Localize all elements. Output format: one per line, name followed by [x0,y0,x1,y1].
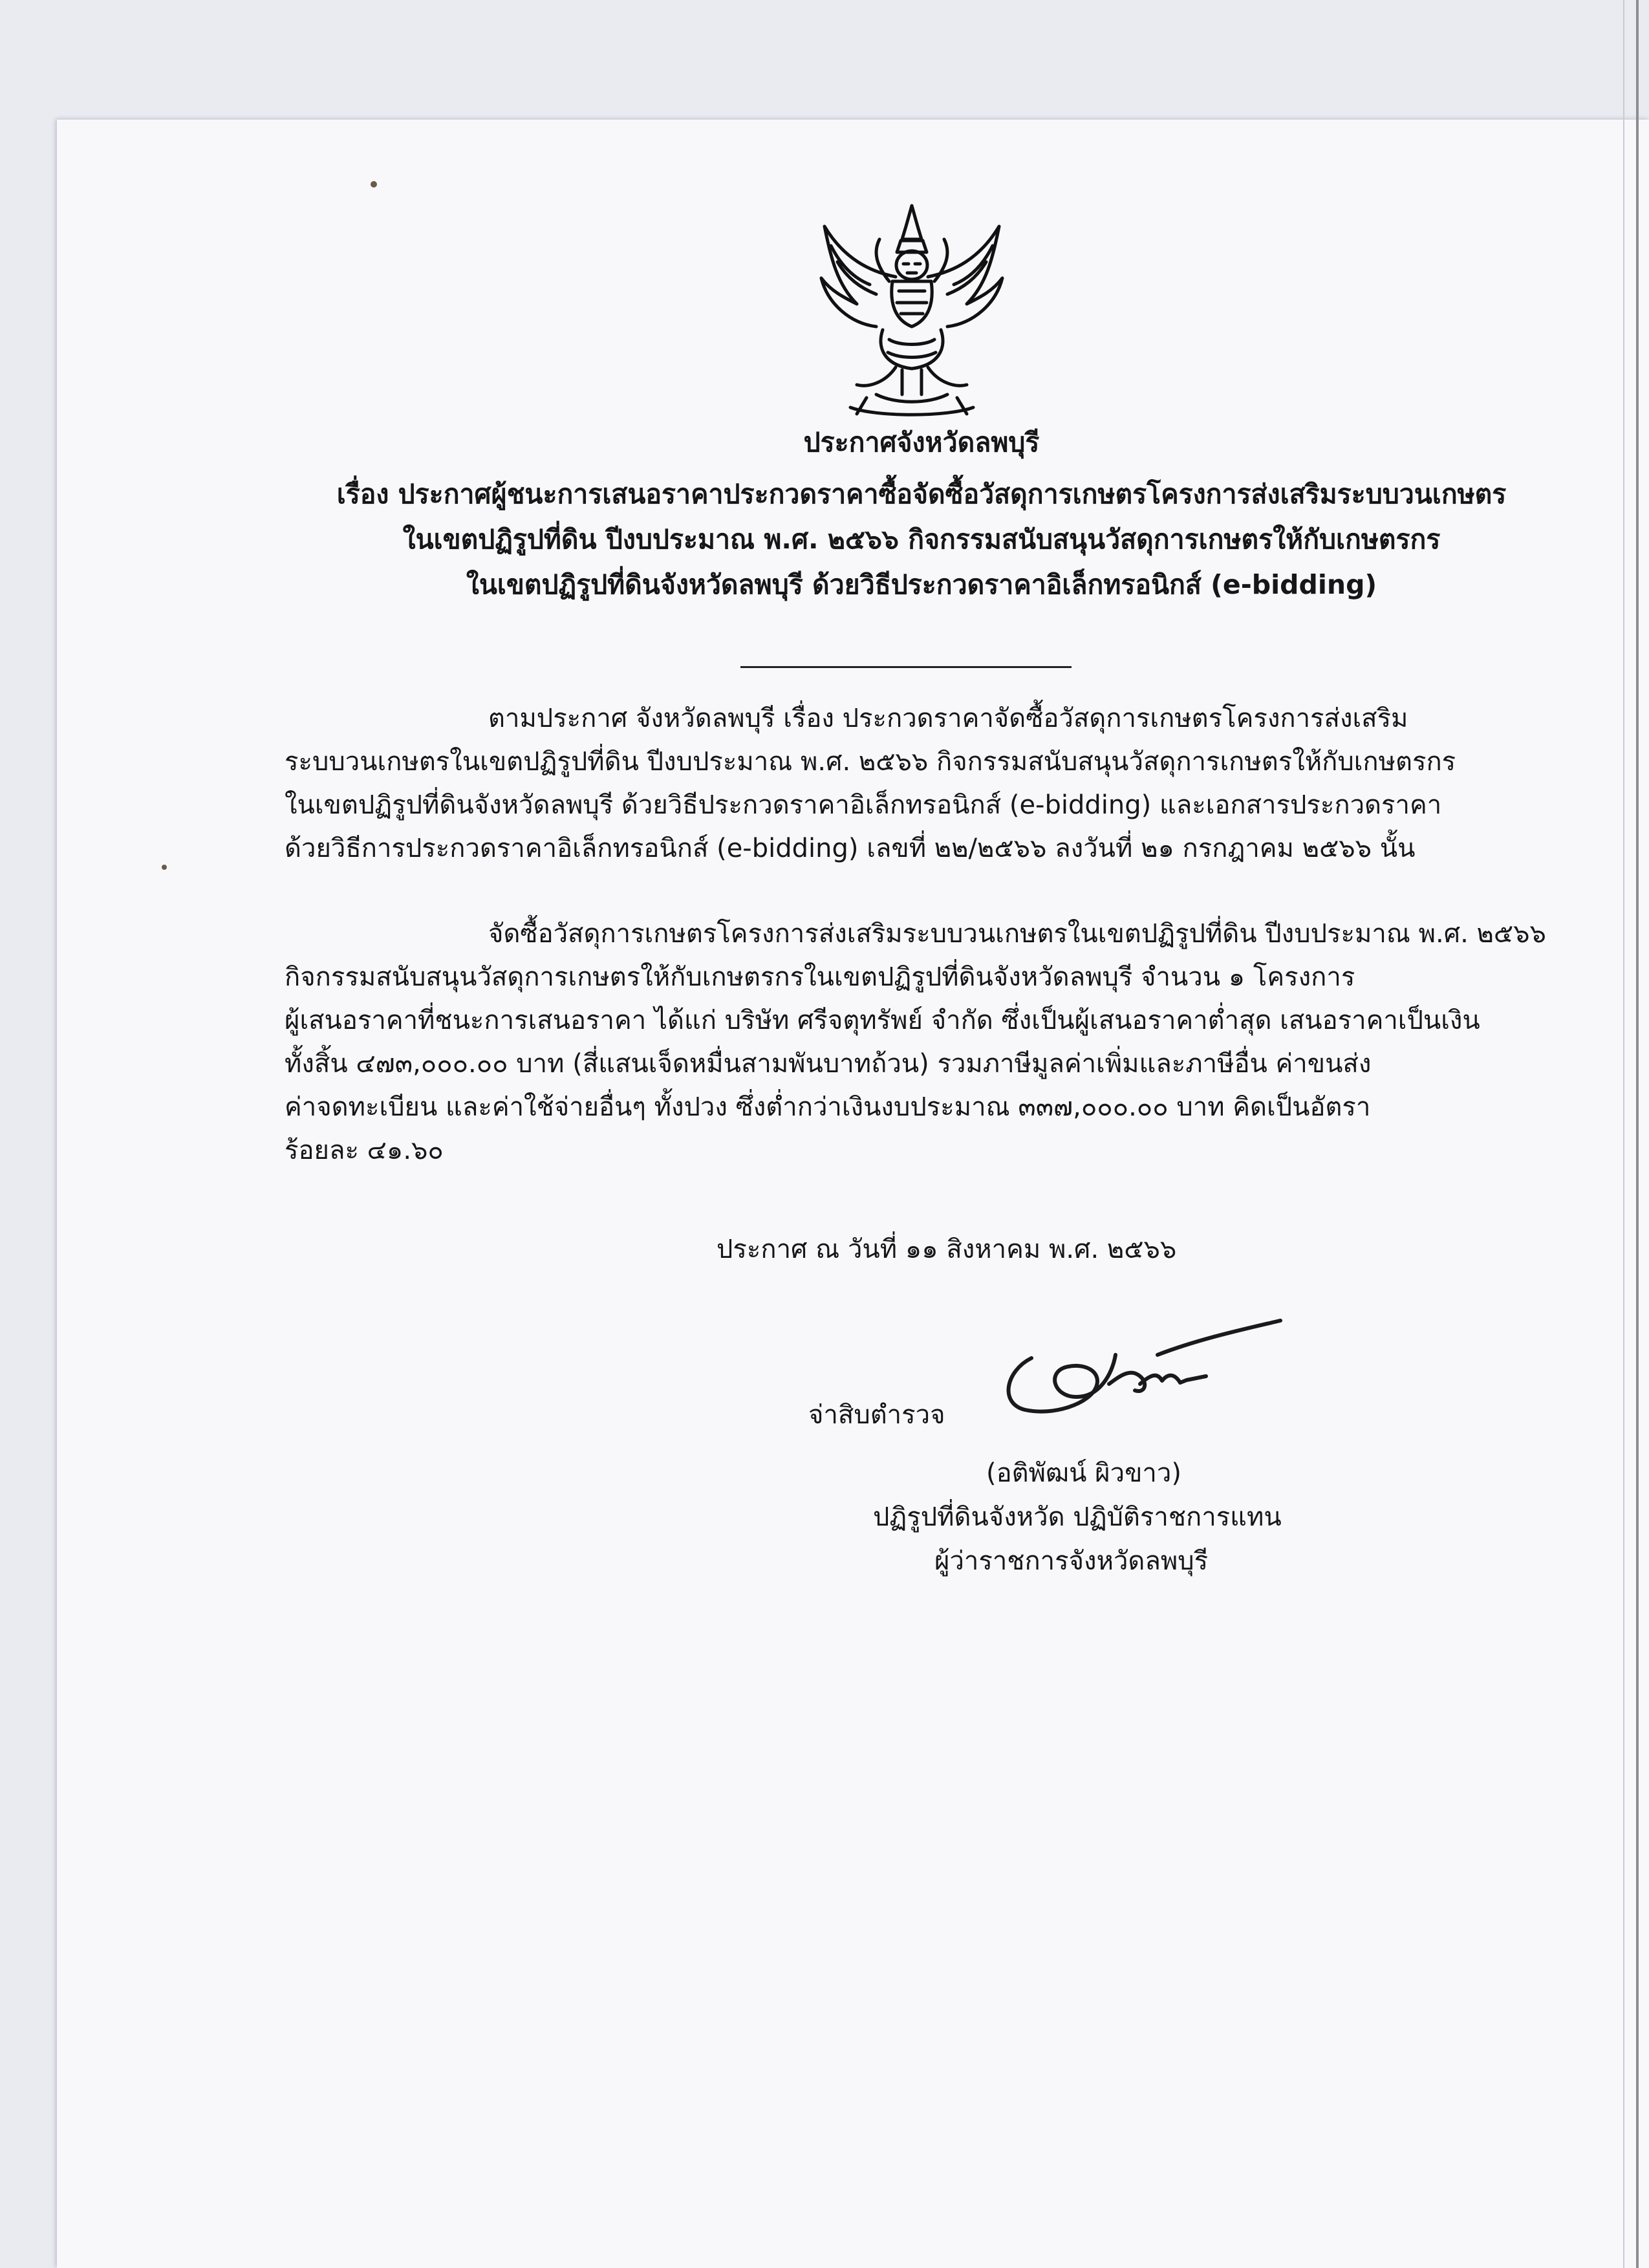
signatory-rank: จ่าสิบตำรวจ [808,1400,945,1430]
subject-line-3: ในเขตปฏิรูปที่ดินจังหวัดลพบุรี ด้วยวิธีประกวดราคาอิเล็กทรอนิกส์ (e-bidding) [466,569,1377,600]
subject-line-2: ในเขตปฏิรูปที่ดิน ปีงบประมาณ พ.ศ. ๒๕๖๖ กิจกรรมสนับสนุนวัสดุการเกษตรให้กับเกษตรกร [402,524,1441,555]
announce-date: ประกาศ ณ วันที่ ๑๑ สิงหาคม พ.ศ. ๒๕๖๖ [717,1235,1177,1264]
paragraph1-line-4: ด้วยวิธีการประกวดราคาอิเล็กทรอนิกส์ (e-bidding) เลขที่ ๒๒/๒๕๖๖ ลงวันที่ ๒๑ กรกฎาคม ๒๕๖๖ นั้น [285,834,1416,863]
signatory-position-2: ผู้ว่าราชการจังหวัดลพบุรี [934,1546,1209,1576]
paragraph2-line-3: ผู้เสนอราคาที่ชนะการเสนอราคา ได้แก่ บริษัท ศรีจตุทรัพย์ จำกัด ซึ่งเป็นผู้เสนอราคาต่ำสุด เสนอราคาเป็นเงิน [285,1006,1480,1035]
paragraph2-line-6: ร้อยละ ๔๑.๖๐ [285,1136,444,1165]
paragraph1-line-3: ในเขตปฏิรูปที่ดินจังหวัดลพบุรี ด้วยวิธีประกวดราคาอิเล็กทรอนิกส์ (e-bidding) และเอกสารประกวดราคา [285,790,1442,820]
paragraph2-line-5: ค่าจดทะเบียน และค่าใช้จ่ายอื่นๆ ทั้งปวง ซึ่งต่ำกว่าเงินงบประมาณ ๓๓๗,๐๐๐.๐๐ บาท คิดเป็นอัตรา [285,1092,1371,1122]
paragraph2-line-1: จัดซื้อวัสดุการเกษตรโครงการส่งเสริมระบบวนเกษตรในเขตปฏิรูปที่ดิน ปีงบประมาณ พ.ศ. ๒๕๖๖ [488,919,1546,949]
scan-edge-shadow [1623,0,1624,2268]
subject-line-1: เรื่อง ประกาศผู้ชนะการเสนอราคาประกวดราคาซื้อจัดซื้อวัสดุการเกษตรโครงการส่งเสริมระบบวนเกษตร [336,479,1507,510]
handwritten-signature [993,1313,1290,1436]
garuda-emblem-icon [805,200,1018,424]
paragraph2-line-2: กิจกรรมสนับสนุนวัสดุการเกษตรให้กับเกษตรกรในเขตปฏิรูปที่ดินจังหวัดลพบุรี จำนวน ๑ โครงการ [285,962,1355,992]
org-title: ประกาศจังหวัดลพบุรี [803,427,1040,458]
signatory-position-1: ปฏิรูปที่ดินจังหวัด ปฏิบัติราชการแทน [873,1502,1282,1532]
paragraph2-line-4: ทั้งสิ้น ๔๗๓,๐๐๐.๐๐ บาท (สี่แสนเจ็ดหมื่นสามพันบาทถ้วน) รวมภาษีมูลค่าเพิ่มและภาษีอื่น ค่าขนส่ง [285,1049,1372,1079]
scan-edge-line [1636,0,1639,2268]
signatory-name: (อติพัฒน์ ผิวขาว) [986,1458,1181,1488]
paragraph1-line-1: ตามประกาศ จังหวัดลพบุรี เรื่อง ประกวดราคาจัดซื้อวัสดุการเกษตรโครงการส่งเสริม [488,704,1408,733]
divider-rule [740,666,1072,668]
paper-speck [371,181,377,188]
paper-speck [162,865,167,870]
paragraph1-line-2: ระบบวนเกษตรในเขตปฏิรูปที่ดิน ปีงบประมาณ พ.ศ. ๒๕๖๖ กิจกรรมสนับสนุนวัสดุการเกษตรให้กับเกษตรกร [285,747,1456,777]
